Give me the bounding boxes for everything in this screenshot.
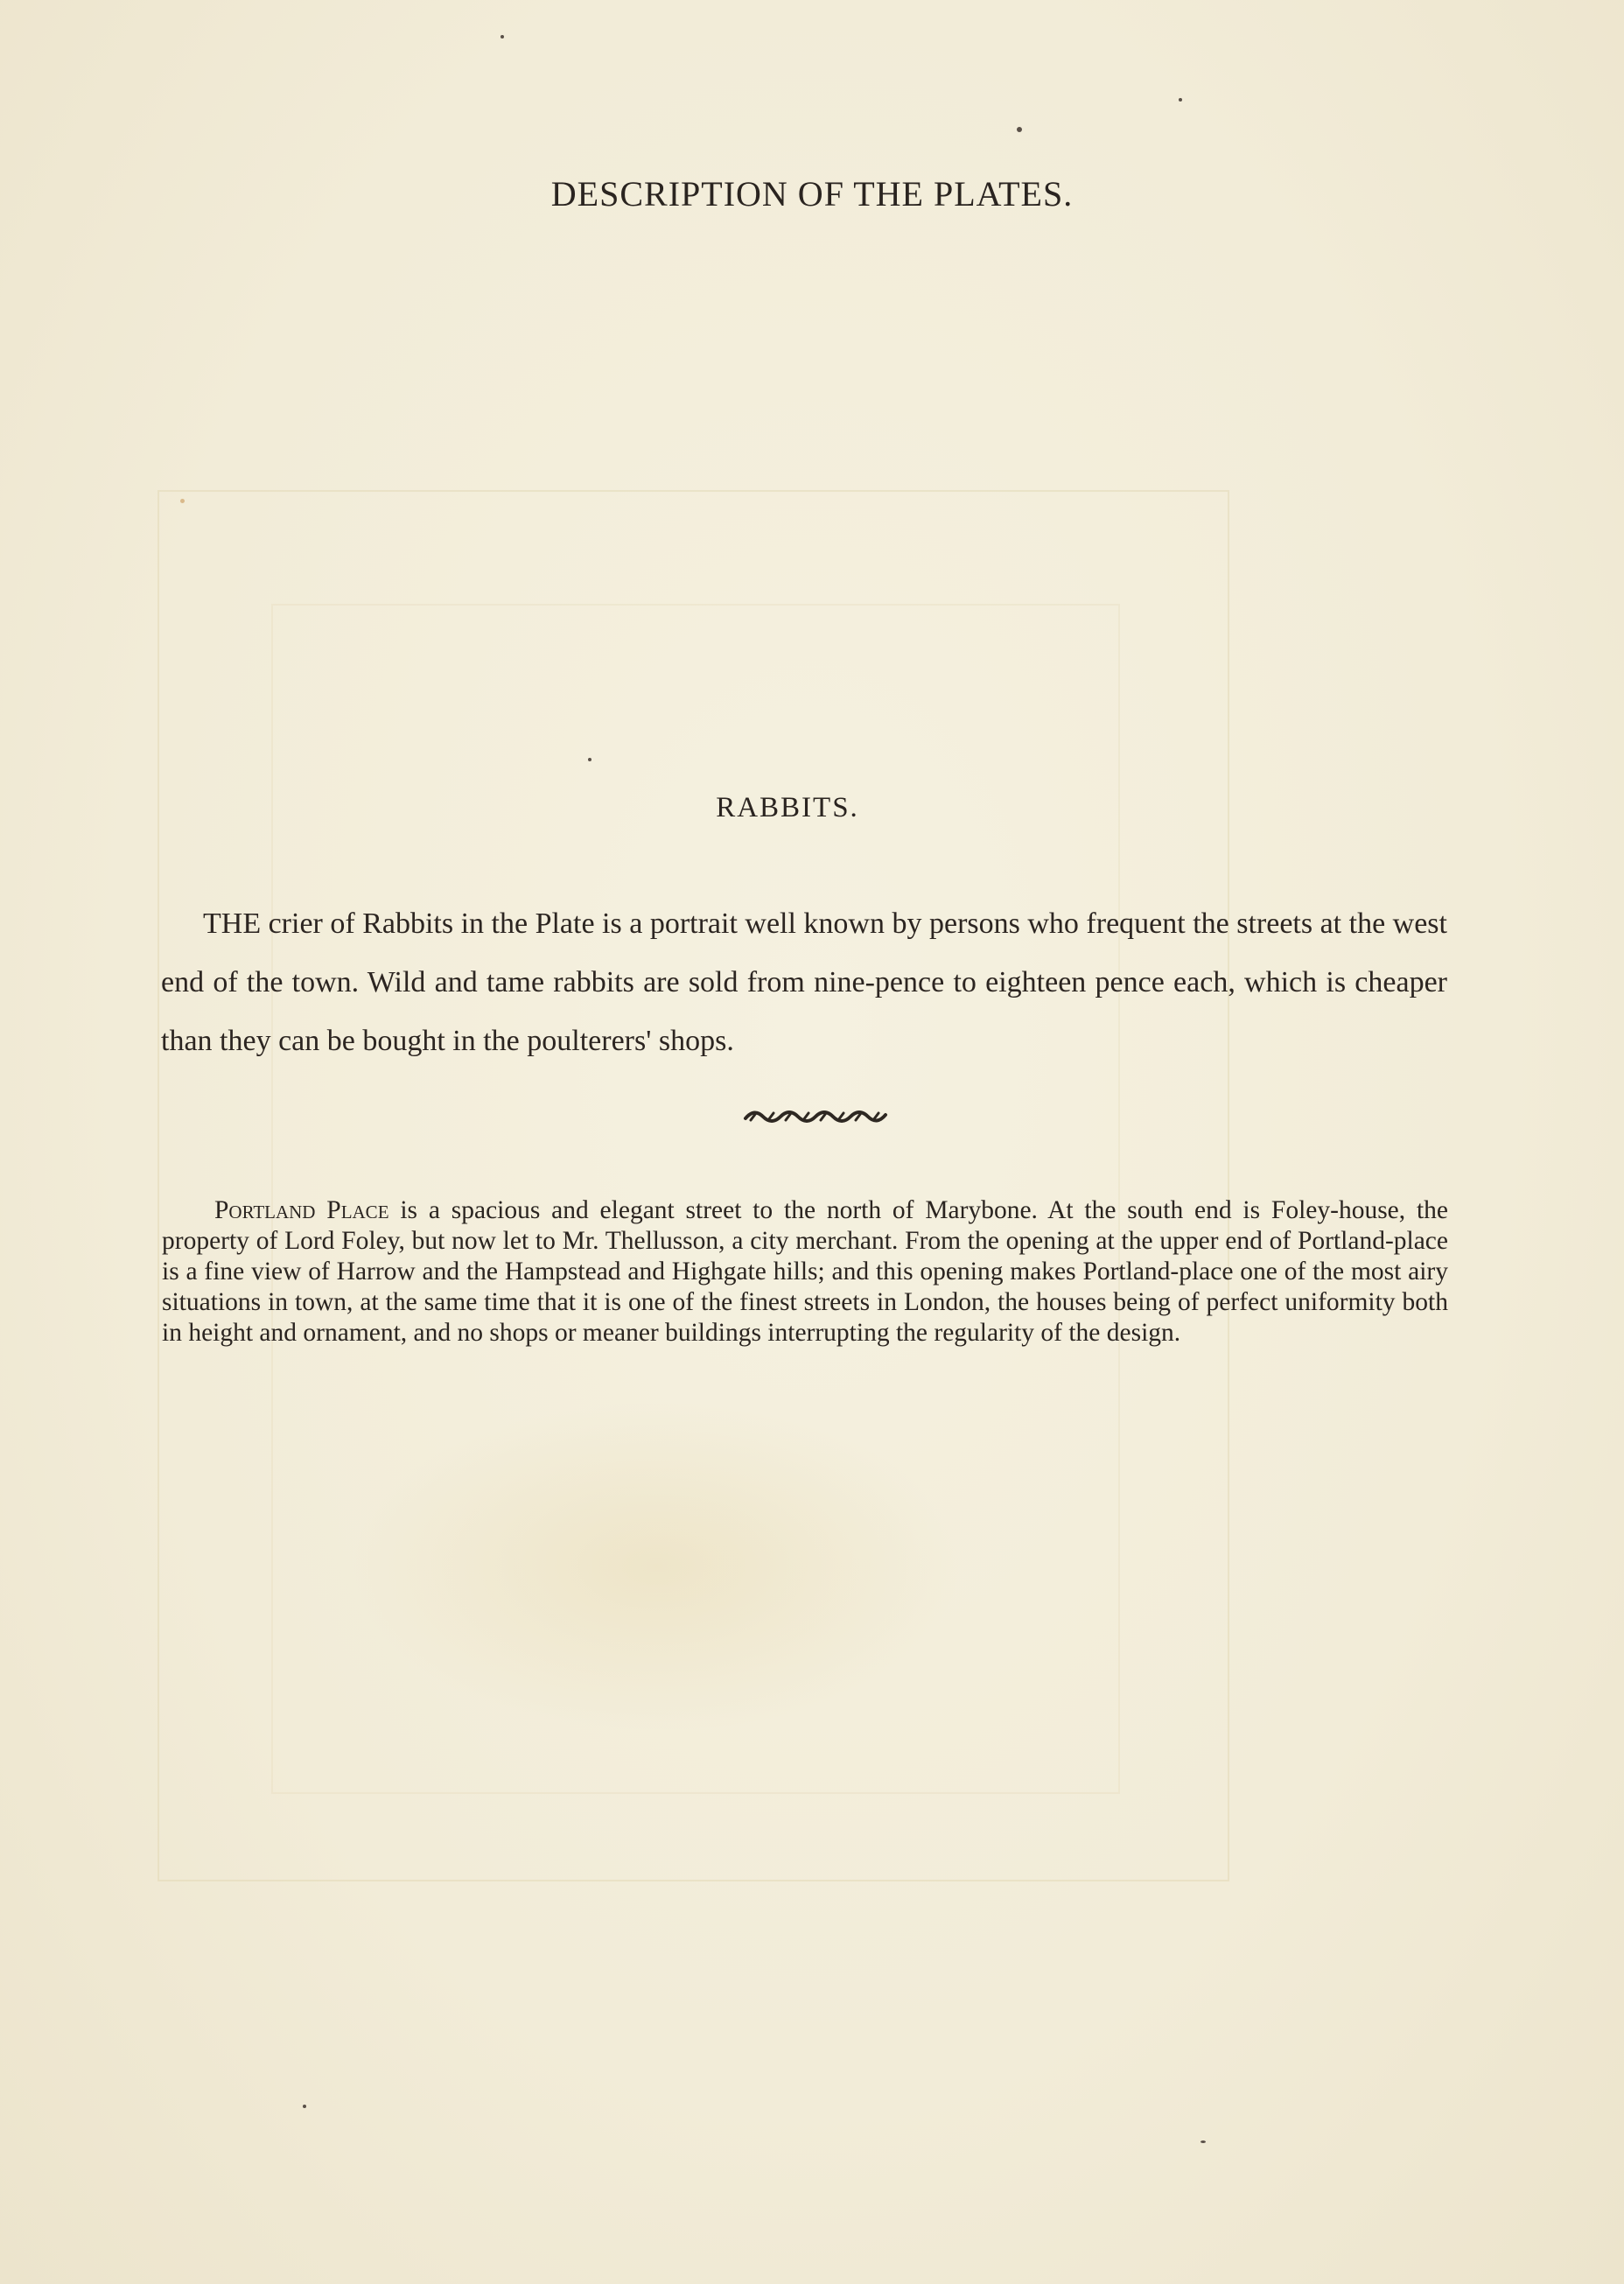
section-paragraph <box>161 894 1447 1070</box>
offset-ghost-image <box>350 1400 962 1733</box>
paper-speck <box>1200 2140 1206 2143</box>
note-lead: Portland Place <box>214 1195 389 1224</box>
note-body: is a spacious and elegant street to the north of Marybone. At the south end is Foley-house, the property of Lord Foley, but now let to Mr. Thellusson, a city merchant. From the opening at the upper end of Portland-place is a fine view of Harrow and the Hampstead and Highgate hills; and this opening makes Portland-place one of the most airy situations in town, at the same time that it is one of the finest streets in London, the houses being of perfect uniformity both in height and ornament, and no shops or meaner buildings interrupting the regularity of the design. <box>162 1195 1448 1347</box>
note-paragraph <box>162 1195 1448 1349</box>
running-head: DESCRIPTION OF THE PLATES. <box>550 174 1074 214</box>
section-paragraph-text: THE crier of Rabbits in the Plate is a portrait well known by persons who frequent the streets at the west end of the town. Wild and tame rabbits are sold from nine-pence to eighteen pence each, which is cheaper than they can be bought in the poulterers' shops. <box>161 907 1447 1057</box>
wave-rule-ornament <box>742 1104 891 1127</box>
paper-speck <box>180 499 185 503</box>
section-title: RABBITS. <box>716 792 859 823</box>
paper-speck <box>1017 127 1022 132</box>
paper-speck <box>500 35 504 39</box>
paper-speck <box>303 2105 306 2108</box>
paper-speck <box>1179 98 1182 102</box>
paper-speck <box>588 758 592 761</box>
